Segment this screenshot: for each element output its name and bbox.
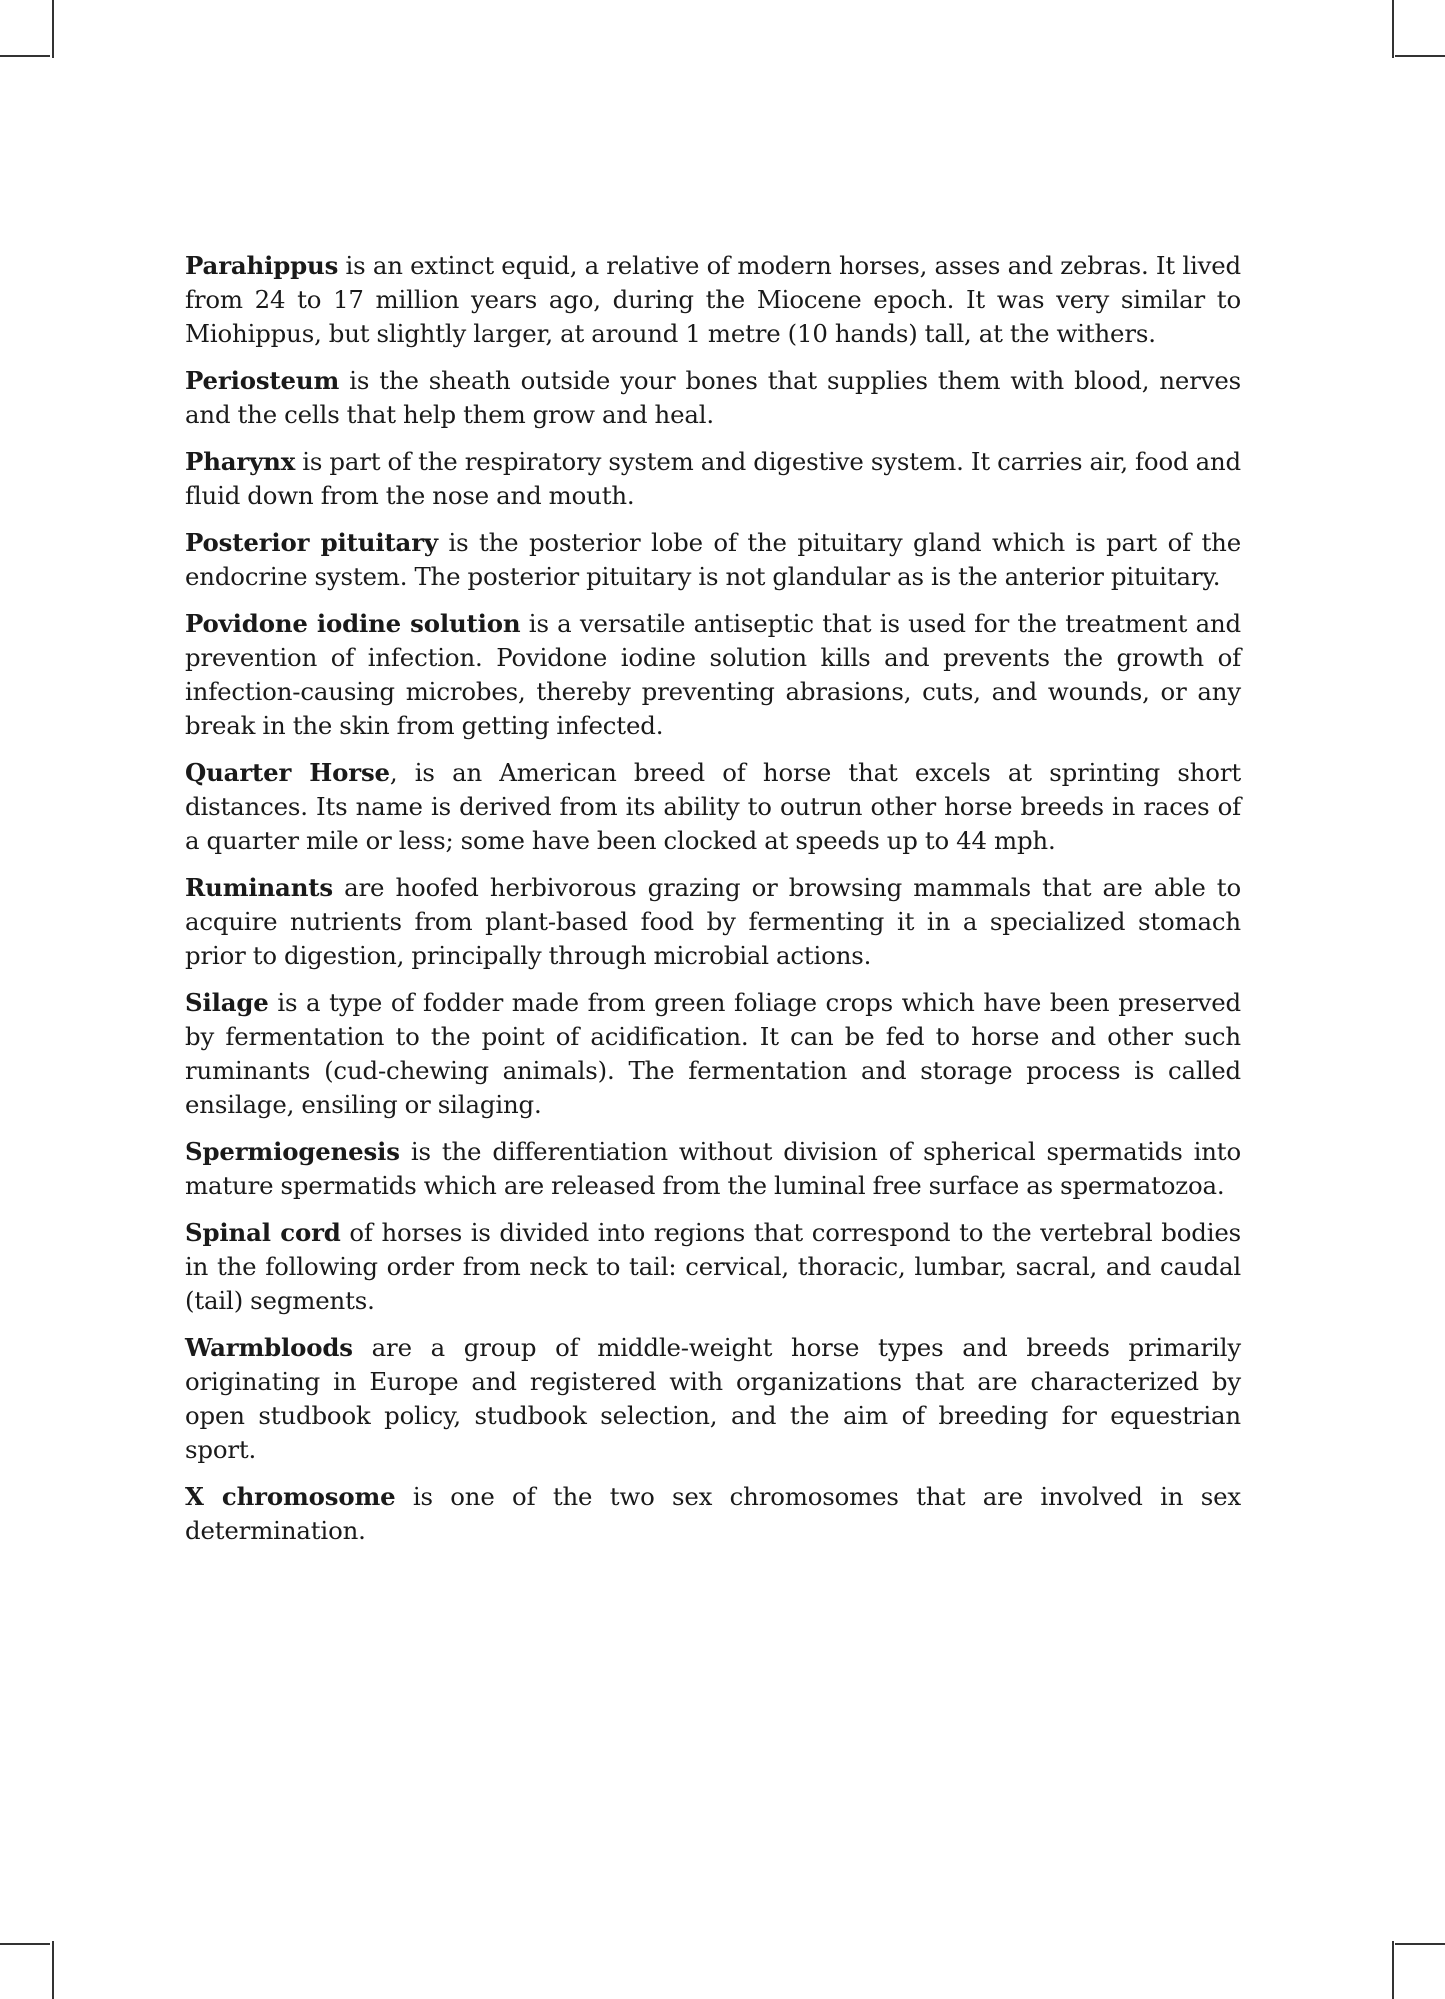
glossary-entry-periosteum [185, 364, 1241, 432]
glossary-entry-silage [185, 986, 1241, 1122]
glossary-definition: is a type of fodder made from green foliage crops which have been preserved by fermentation to the point of acidification. It can be fed to horse and other such ruminants (cud-chewing animals). The fermentation and storage process is called ensilage, ensiling or silaging. [185, 988, 1241, 1119]
crop-mark-top-right-horizontal [1395, 55, 1445, 57]
glossary-definition: are a group of middle-weight horse types and breeds primarily originating in Europe and registered with organizations that are characterized by open studbook policy, studbook selection, and the aim of breeding for equestrian sport. [185, 1333, 1241, 1464]
glossary-term: Pharynx [185, 447, 296, 476]
glossary-definition: is the sheath outside your bones that supplies them with blood, nerves and the cells that help them grow and heal. [185, 366, 1241, 429]
glossary-entry-povidone-iodine [185, 607, 1241, 743]
glossary-term: X chromosome [185, 1482, 396, 1511]
glossary-definition: are hoofed herbivorous grazing or browsing mammals that are able to acquire nutrients from plant-based food by fermenting it in a specialized stomach prior to digestion, principally through microbial actions. [185, 873, 1241, 970]
glossary-term: Parahippus [185, 251, 339, 280]
glossary-entry-ruminants [185, 871, 1241, 973]
glossary-definition: is the posterior lobe of the pituitary gland which is part of the endocrine system. The posterior pituitary is not glandular as is the anterior pituitary. [185, 528, 1242, 591]
glossary-term: Ruminants [185, 873, 333, 902]
crop-mark-bottom-right-vertical [1392, 1941, 1394, 1999]
glossary-entry-warmbloods [185, 1331, 1241, 1467]
glossary-entry-spermiogenesis [185, 1135, 1241, 1203]
glossary-entry-quarter-horse [185, 756, 1241, 858]
crop-mark-top-right-vertical [1392, 0, 1394, 58]
glossary-term: Warmbloods [185, 1333, 353, 1362]
crop-mark-top-left-horizontal [0, 55, 50, 57]
glossary-entry-pharynx [185, 445, 1241, 513]
glossary-term: Silage [185, 988, 269, 1017]
crop-mark-bottom-right-horizontal [1395, 1943, 1445, 1945]
glossary-entry-posterior-pituitary [185, 526, 1241, 594]
glossary-list [185, 249, 1241, 1561]
crop-mark-top-left-vertical [52, 0, 54, 58]
glossary-definition: of horses is divided into regions that correspond to the vertebral bodies in the following order from neck to tail: cervical, thoracic, lumbar, sacral, and caudal (tail) segments. [185, 1218, 1241, 1315]
glossary-definition: is part of the respiratory system and digestive system. It carries air, food and fluid down from the nose and mouth. [185, 447, 1241, 510]
glossary-definition: is a versatile antiseptic that is used for the treatment and prevention of infection. Povidone iodine solution kills and prevents the growth of infection-causing microbes, thereby preventing abrasions, cuts, and wounds, or any break in the skin from getting infected. [185, 609, 1241, 740]
glossary-term: Quarter Horse [185, 758, 390, 787]
glossary-term: Posterior pituitary [185, 528, 438, 557]
glossary-term: Spinal cord [185, 1218, 341, 1247]
glossary-definition: is one of the two sex chromosomes that are involved in sex determination. [185, 1482, 1241, 1545]
glossary-definition: , is an American breed of horse that excels at sprinting short distances. Its name is derived from its ability to outrun other horse breeds in races of a quarter mile or less; some have been clocked at speeds up to 44 mph. [185, 758, 1241, 855]
glossary-term: Spermiogenesis [185, 1137, 400, 1166]
glossary-term: Povidone iodine solution [185, 609, 521, 638]
glossary-entry-parahippus [185, 249, 1241, 351]
glossary-definition: is the differentiation without division of spherical spermatids into mature spermatids which are released from the luminal free surface as spermatozoa. [185, 1137, 1241, 1200]
crop-mark-bottom-left-vertical [52, 1941, 54, 1999]
crop-mark-bottom-left-horizontal [0, 1943, 50, 1945]
glossary-definition: is an extinct equid, a relative of modern horses, asses and zebras. It lived from 24 to 17 million years ago, during the Miocene epoch. It was very similar to Miohippus, but slightly larger, at around 1 metre (10 hands) tall, at the withers. [185, 251, 1241, 348]
glossary-entry-x-chromosome [185, 1480, 1241, 1548]
glossary-entry-spinal-cord [185, 1216, 1241, 1318]
glossary-term: Periosteum [185, 366, 340, 395]
